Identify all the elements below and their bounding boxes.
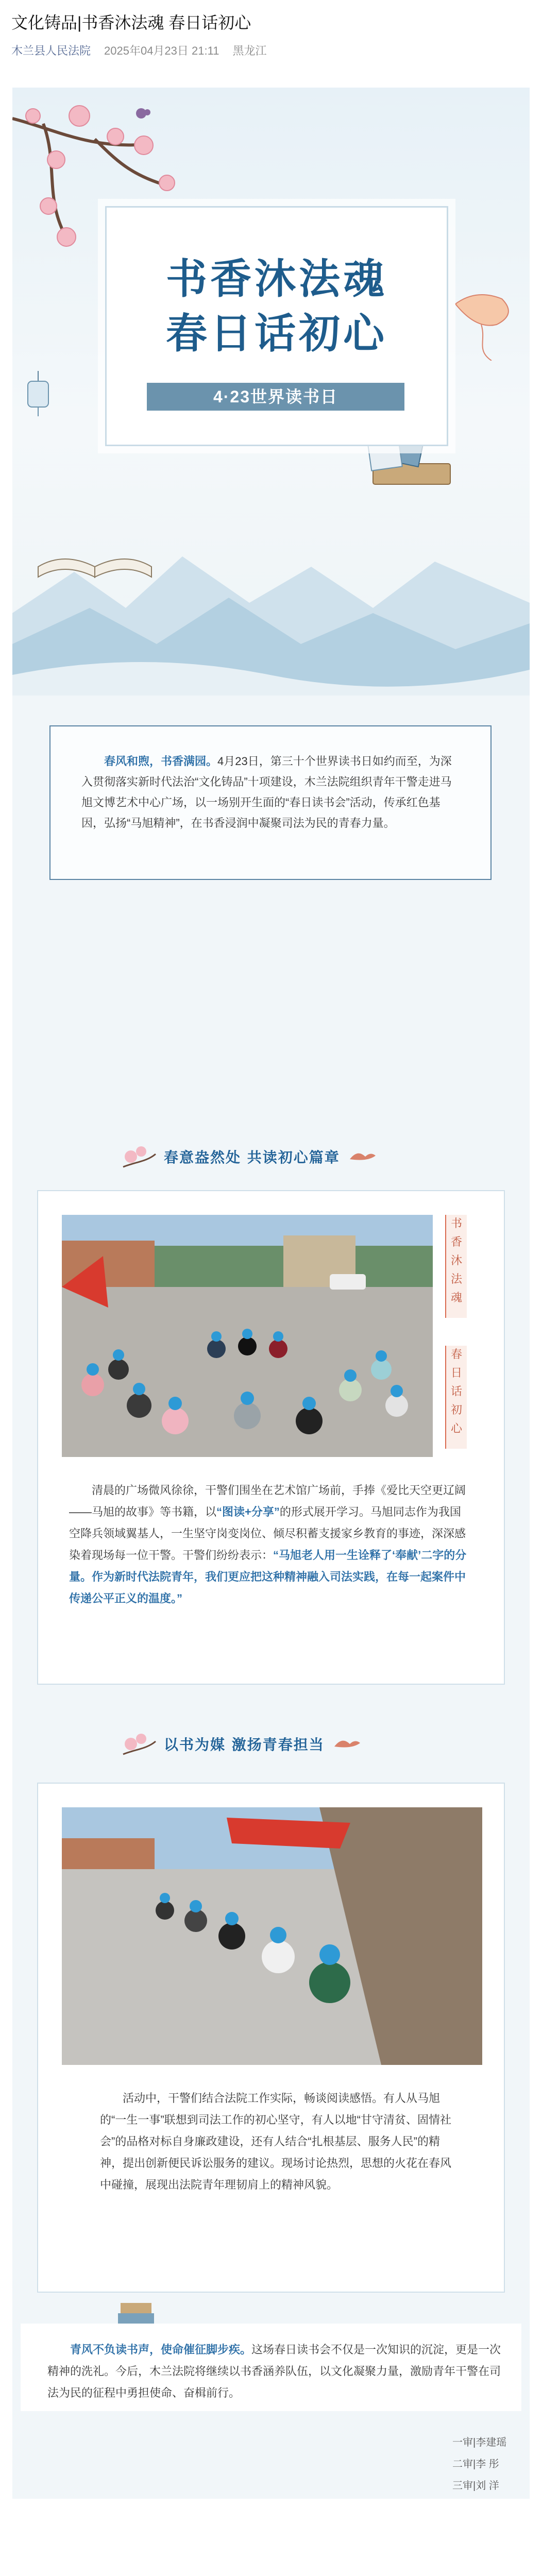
intro-text: 4月23日，第三十个世界读书日如约而至，为深入贯彻落实新时代法治“文化铸品”十项建设，木兰法院组织青年干警走进马旭文博艺术中心广场，以一场别开生面的“春日读书会”活动，传承红色基因，弘扬“马旭精神”，在书香浸润中凝聚司法为民的青春力量。 (81, 755, 452, 829)
author-link[interactable]: 木兰县人民法院 (11, 44, 91, 57)
section1-title: 春意盎然处 共读初心篇章 (164, 1149, 340, 1166)
section1-text-part1: 清晨的广场微风徐徐，干警们围坐在艺术馆广场前，手捧《爱比天空更辽阔——马旭的故事》等书籍，以 (69, 1484, 466, 1518)
editor-credits (452, 2432, 530, 2497)
section1-text-part2: 的形式展开学习。马旭同志作为我国空降兵领域翼基人，一生坚守岗变岗位、倾尽积蓄支援家乡教育的事迹，深深感染着现场每一位干警。干警们纷纷表示： (69, 1505, 466, 1562)
article-poster (12, 88, 530, 2499)
hero-banner (12, 88, 530, 696)
reading-bench-photo-illustration (62, 1807, 482, 2065)
vertical-label-bottom: 春日话初心 (445, 1346, 467, 1449)
mountains-illustration (12, 479, 530, 696)
reading-circle-photo-illustration (62, 1215, 433, 1457)
intro-lead: 春风和煦，书香满园。 (104, 755, 218, 768)
section1-header (121, 1139, 378, 1175)
section1-highlight2: “马旭老人用一生诠释了‘奉献’二字的分量。作为新时代法院青年，我们更应把这种精神融入司法实践，在每一起案件中传递公平正义的温度。” (69, 1549, 467, 1605)
plum-flower-icon (121, 1728, 157, 1759)
section1-paragraph (69, 1480, 471, 1609)
closing-lead: 青风不负读书声，使命催征脚步疾。 (70, 2343, 252, 2356)
closing-text: 这场春日读书会不仅是一次知识的沉淀，更是一次精神的洗礼。今后，木兰法院将继续以书香涵养队伍，以文化凝聚力量，激励青年干警在司法为民的征程中勇担使命、奋楫前行。 (47, 2343, 501, 2399)
closing-box (21, 2324, 521, 2411)
article-title: 文化铸品|书香沐法魂 春日话初心 (11, 13, 251, 32)
publish-location: 黑龙江 (232, 44, 267, 57)
article-meta (11, 42, 532, 58)
hero-title-line2: 春日话初心 (166, 309, 387, 358)
hero-title-line1: 书香沐法魂 (166, 255, 387, 303)
hero-subtitle: 4·23世界读书日 (147, 383, 404, 411)
closing-paragraph (47, 2339, 511, 2404)
article-header (11, 11, 532, 58)
hero-title-frame (105, 206, 448, 446)
lantern-icon (23, 371, 54, 417)
vertical-label-top: 书香沐法魂 (445, 1215, 467, 1318)
photo-reading-bench (62, 1807, 482, 2065)
bird-icon (347, 1146, 378, 1167)
kite-icon (445, 289, 522, 361)
photo-reading-circle (62, 1215, 433, 1457)
section2-paragraph: 活动中，干警们结合法院工作实际，畅谈阅读感悟。有人从马旭的“一生一事”联想到司法工作的初心坚守，有人以地“甘守清贫、固情社会”的品格对标自身廉政建设，还有人结合“扎根基层、服务人民”的精神，提出创新便民诉讼服务的建议。现场讨论热烈，思想的火花在春风中碰撞，展现出法院青年理韧肩上的精神风貌。 (100, 2092, 452, 2191)
plum-flower-icon (121, 1141, 157, 1172)
credit-line: 一审|李建瑶 (452, 2437, 507, 2448)
section1-card (37, 1190, 505, 1685)
publish-datetime: 2025年04月23日 21:11 (104, 44, 219, 57)
credit-line: 二审|李 彤 (452, 2459, 499, 2470)
section1-highlight1: “图读+分享” (216, 1505, 280, 1518)
intro-paragraph (81, 751, 463, 834)
section2-header (121, 1726, 363, 1762)
intro-box (49, 725, 492, 880)
section2-card (37, 1783, 505, 2293)
credit-line: 三审|刘 洋 (452, 2480, 499, 2492)
section2-title: 以书为媒 激扬青春担当 (164, 1736, 325, 1753)
bird-icon (332, 1734, 363, 1754)
